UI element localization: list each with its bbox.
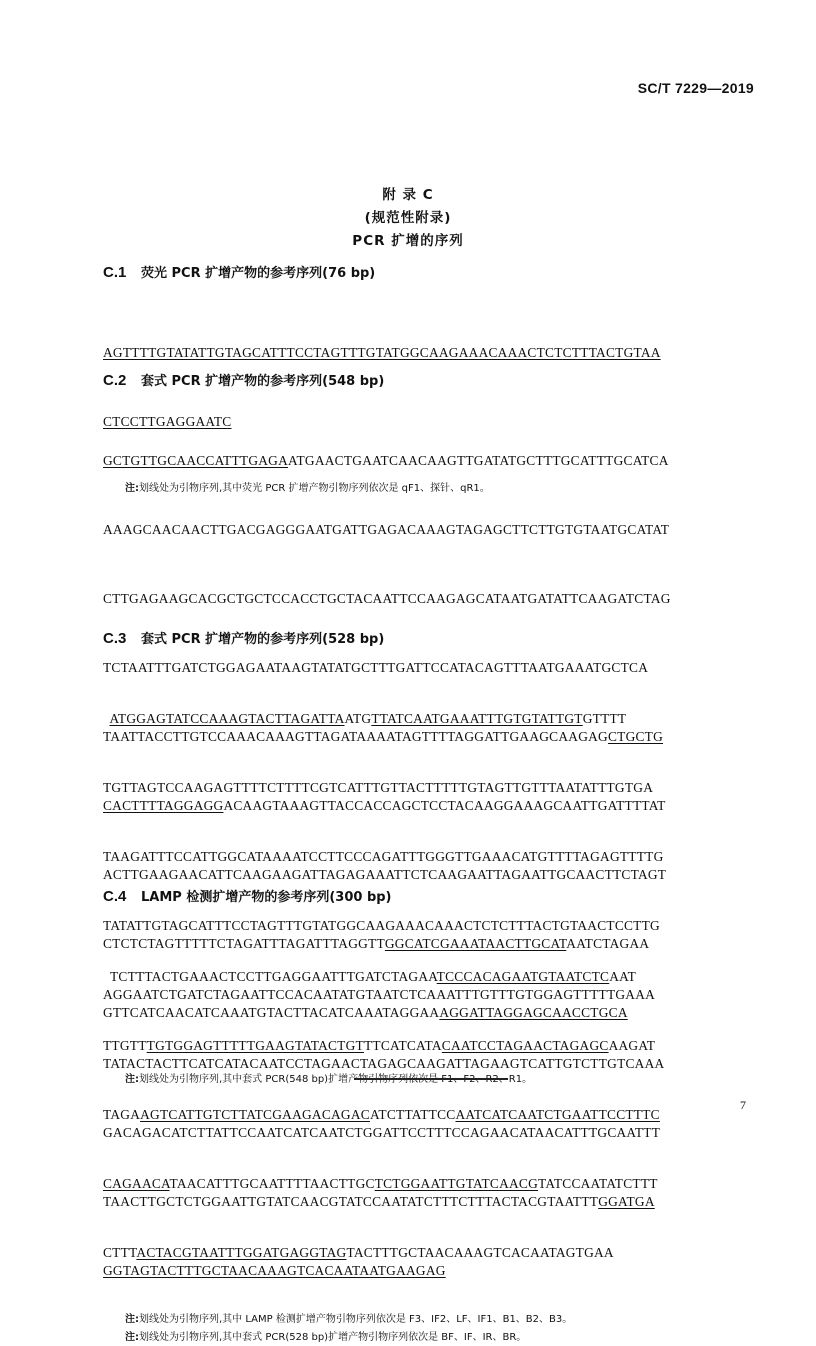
note-prefix: 注: [125, 1074, 139, 1085]
page-number: 7 [740, 1098, 746, 1112]
section-heading [103, 888, 763, 907]
sequence-line: ACTTGAAGAACATTCAAGAAGATTAGAGAAATTCTCAAGAATTAGAATTGCAACTTCTAGT [103, 867, 667, 882]
annex-label: 附 录 C [382, 187, 434, 203]
section-c4 [103, 888, 763, 1328]
sequence-line: TCTAATTTGATCTGGAGAATAAGTATATGCTTTGATTCCATACAGTTTAATGAAATGCTCA [103, 660, 649, 675]
sequence-line: TCTTTACTGAAACTCCTTGAGGAATTTGATCTAGAATCCCACAGAATGTAATCTCAAT [103, 969, 637, 984]
annex-name: PCR 扩增的序列 [352, 233, 464, 249]
sequence-line: TAACTTGCTCTGGAATTGTATCAACGTATCCAATATCTTTCTTTACTACGTAATTTGGATGA [103, 1194, 655, 1209]
section-note [103, 1330, 763, 1346]
sequence-line: GTTCATCAACATCAAATGTACTTACATCAAATAGGAAAGGATTAGGAGCAACCTGCA [103, 1005, 628, 1020]
sequence-line: TAGAAGTCATTGTCTTATCGAAGACAGACATCTTATTCCAATCATCAATCTGAATTCCTTTC [103, 1107, 660, 1122]
sequence-line: AGGAATCTGATCTAGAATTCCACAATATGTAATCTCAAATTTGTTTGTGGAGTTTTTGAAA [103, 987, 656, 1002]
sequence-line: TAATTACCTTGTCCAAACAAAGTTAGATAAAATAGTTTTAGGATTGAAGCAAGAGCTGCTG [103, 729, 664, 744]
section-number: C.1 [103, 264, 127, 281]
section-title: LAMP 检测扩增产物的参考序列(300 bp) [141, 890, 392, 905]
section-heading [103, 630, 763, 649]
section-title: 荧光 PCR 扩增产物的参考序列(76 bp) [141, 266, 376, 281]
sequence-line: CTCTCTAGTTTTTCTAGATTTAGATTTAGGTTGGCATCGAAATAACTTGCATAATCTAGAA [103, 936, 650, 951]
sequence-line: CACTTTTAGGAGGACAAGTAAAGTTACCACCAGCTCCTACAAGGAAAGCAATTGATTTTAT [103, 798, 666, 813]
sequence-line: TAAGATTTCCATTGGCATAAAATCCTTCCCAGATTTGGGTTGAAACATGTTTTAGAGTTTTG [103, 849, 664, 864]
annex-nature: (规范性附录) [364, 210, 452, 226]
section-heading [103, 372, 763, 391]
note-prefix: 注: [125, 1314, 139, 1325]
note-prefix: 注: [125, 483, 139, 494]
note-text: 划线处为引物序列,其中套式 PCR(528 bp)扩增产物引物序列依次是 BF、IF、IR、BR。 [139, 1332, 527, 1343]
sequence-line: AGTTTTGTATATTGTAGCATTTCCTAGTTTGTATGGCAAGAAACAAACTCTCTTTACTGTAA [103, 345, 661, 360]
sequence-line: CTTGAGAAGCACGCTGCTCCACCTGCTACAATTCCAAGAGCATAATGATATTCAAGATCTAG [103, 591, 671, 606]
sequence-line: ATGGAGTATCCAAAGTACTTAGATTAATGTTATCAATGAAATTTGTGTATTGTGTTTT [109, 711, 627, 726]
section-number: C.2 [103, 372, 127, 389]
note-text: 划线处为引物序列,其中 LAMP 检测扩增产物引物序列依次是 F3、IF2、LF、IF1、B1、B2、B3。 [139, 1314, 573, 1325]
section-number: C.3 [103, 630, 127, 647]
section-title: 套式 PCR 扩增产物的参考序列(548 bp) [141, 374, 385, 389]
sequence-line: TTGTTTGTGGAGTTTTTGAAGTATACTGTTTCATCATACAATCCTAGAACTAGAGCAAGAT [103, 1038, 656, 1053]
standard-code: SC/T 7229—2019 [637, 80, 754, 96]
sequence-line: TGTTAGTCCAAGAGTTTTCTTTTCGTCATTTGTTACTTTTTGTAGTTGTTTAATATTTGTGA [103, 780, 654, 795]
sequence-line: AAAGCAACAACTTGACGAGGGAATGATTGAGACAAAGTAGAGCTTCTTGTGTAATGCATAT [103, 522, 670, 537]
sequence-line: GCTGTTGCAACCATTTGAGAATGAACTGAATCAACAAGTTGATATGCTTTGCATTTGCATCA [103, 453, 669, 468]
sequence-line: CTTTACTACGTAATTTGGATGAGGTAGTACTTTGCTAACAAAGTCACAATAGTGAA [103, 1245, 614, 1260]
sequence-block [103, 919, 763, 1310]
sequence-line: CTCCTTGAGGAATC [103, 414, 232, 429]
footer-rule [354, 1078, 508, 1080]
note-text: 划线处为引物序列,其中套式 PCR(548 bp)扩增产物引物序列依次是 F1、F2、R2、R1。 [139, 1074, 533, 1085]
sequence-line: CAGAACATAACATTTGCAATTTTAACTTGCTCTGGAATTGTATCAACGTATCCAATATCTTT [103, 1176, 658, 1191]
section-heading [103, 264, 763, 283]
sequence-line: GGTAGTACTTTGCTAACAAAGTCACAATAATGAAGAG [103, 1263, 446, 1278]
note-text: 划线处为引物序列,其中荧光 PCR 扩增产物引物序列依次是 qF1、探针、qR1。 [139, 483, 490, 494]
annex-title-block [0, 184, 816, 253]
section-note [103, 1312, 763, 1328]
section-number: C.4 [103, 888, 127, 905]
sequence-line: GACAGACATCTTATTCCAATCATCAATCTGGATTCCTTTCCAGAACATAACATTTGCAATTT [103, 1125, 661, 1140]
section-title: 套式 PCR 扩增产物的参考序列(528 bp) [141, 632, 385, 647]
sequence-line: TATATTGTAGCATTTCCTAGTTTGTATGGCAAGAAACAAACTCTCTTTACTGTAACTCCTTG [103, 918, 660, 933]
sequence-line: TATACTACTTCATCATACAATCCTAGAACTAGAGCAAGATTAGAAGTCATTGTCTTGTCAAA [103, 1056, 665, 1071]
note-prefix: 注: [125, 1332, 139, 1343]
